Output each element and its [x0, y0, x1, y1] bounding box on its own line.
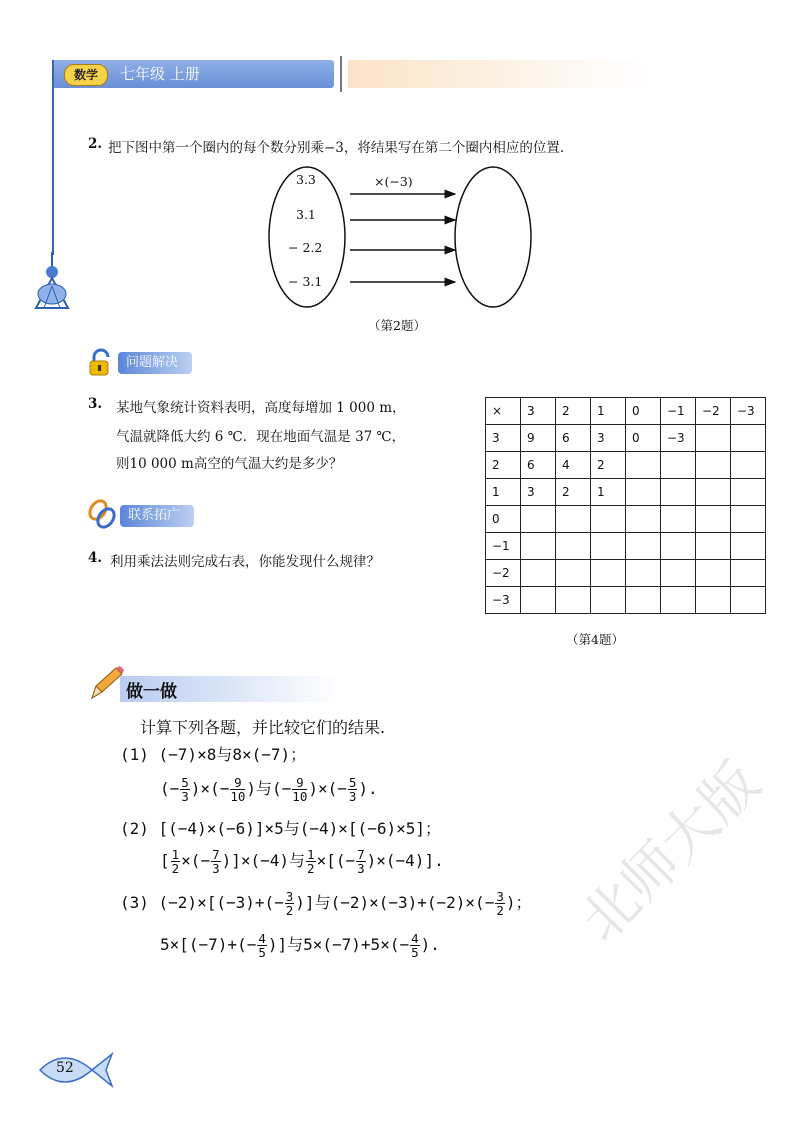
- table-cell: 0: [626, 398, 661, 425]
- doit-item-3b: 5×[(−7)+(− $\frac{4}{5}$ )]与5×(−7)+5×(− $\frac{4}{5}$ ).: [160, 931, 440, 960]
- table-cell: [521, 587, 556, 614]
- table-cell: [591, 533, 626, 560]
- q2-number: 2.: [88, 136, 103, 152]
- fraction: $\frac{3}{2}$: [496, 889, 504, 918]
- table-cell: [591, 560, 626, 587]
- table-cell: −3: [731, 398, 766, 425]
- tag-extension: 联系拓广: [120, 505, 194, 527]
- table-cell: −3: [661, 425, 696, 452]
- left-value-4: − 3.1: [288, 274, 323, 289]
- fraction: $\frac{4}{5}$: [411, 931, 419, 960]
- table-cell: [696, 560, 731, 587]
- table-cell: −1: [661, 398, 696, 425]
- tag-problem-solving: 问题解决: [118, 352, 192, 374]
- left-value-3: − 2.2: [288, 240, 323, 255]
- table-row: [486, 398, 766, 425]
- table-cell: 3: [591, 425, 626, 452]
- table-cell: [696, 452, 731, 479]
- lock-icon: [86, 348, 116, 378]
- table-cell: [696, 425, 731, 452]
- doit-intro: 计算下列各题，并比较它们的结果.: [140, 718, 386, 737]
- table-cell: 2: [486, 452, 521, 479]
- fraction: $\frac{9}{10}$: [230, 775, 246, 804]
- tower-icon: [22, 250, 82, 310]
- doit-item-2: (2) [(−4)×(−6)]×5与(−4)×[(−6)×5]；: [120, 819, 441, 838]
- table-cell: −2: [696, 398, 731, 425]
- fraction: $\frac{3}{2}$: [285, 889, 294, 918]
- watermark: 北师大版: [568, 750, 773, 955]
- table-cell: [661, 479, 696, 506]
- table-cell: [626, 452, 661, 479]
- table-cell: [661, 560, 696, 587]
- doit-title: 做一做: [126, 682, 177, 702]
- fraction: $\frac{1}{2}$: [171, 847, 180, 876]
- q2-caption: （第2题）: [368, 318, 426, 333]
- table-cell: 3: [486, 425, 521, 452]
- q4-number: 4.: [88, 550, 103, 566]
- q2-text: 把下图中第一个圈内的每个数分别乘−3，将结果写在第二个圈内相应的位置.: [108, 140, 565, 156]
- table-cell: [661, 533, 696, 560]
- table-cell: [626, 479, 661, 506]
- table-cell: 0: [626, 425, 661, 452]
- table-cell: [626, 587, 661, 614]
- table-cell: [626, 506, 661, 533]
- table-cell: [696, 479, 731, 506]
- table-cell: −2: [486, 560, 521, 587]
- fraction: $\frac{4}{5}$: [258, 931, 266, 960]
- table-cell: [521, 560, 556, 587]
- left-value-1: 3.3: [296, 172, 316, 187]
- table-row: [486, 452, 766, 479]
- table-cell: [661, 587, 696, 614]
- table-cell: 2: [591, 452, 626, 479]
- fraction: $\frac{5}{3}$: [181, 775, 189, 804]
- table-cell: [521, 533, 556, 560]
- page-number: 52: [56, 1060, 74, 1076]
- table-cell: 1: [591, 479, 626, 506]
- header-separator: [340, 56, 342, 92]
- table-cell: 0: [486, 506, 521, 533]
- table-cell: [556, 533, 591, 560]
- table-cell: [731, 479, 766, 506]
- table-cell: 2: [556, 398, 591, 425]
- table-cell: [661, 452, 696, 479]
- fish-page-icon: [36, 1040, 116, 1100]
- chain-icon: [86, 498, 118, 530]
- q4-text: 利用乘法法则完成右表，你能发现什么规律？: [110, 554, 380, 570]
- table-cell: [731, 533, 766, 560]
- table-cell: ×: [486, 398, 521, 425]
- table-cell: [556, 506, 591, 533]
- doit-item-2b: [ $\frac{1}{2}$ ×(− $\frac{7}{3}$ )]×(−4)与 $\frac{1}{2}$ ×[(− $\frac{7}{3}$ )×(−4)].: [160, 847, 444, 876]
- table-row: [486, 425, 766, 452]
- table-row: [486, 560, 766, 587]
- table-row: [486, 479, 766, 506]
- table-cell: 6: [556, 425, 591, 452]
- operation-label: ×(−3): [374, 174, 413, 189]
- table-cell: [626, 560, 661, 587]
- q3-line-1: 某地气象统计资料表明，高度每增加 1 000 m，: [116, 400, 406, 416]
- table-cell: [696, 533, 731, 560]
- table-cell: 6: [521, 452, 556, 479]
- fraction: $\frac{7}{3}$: [357, 847, 365, 876]
- table-cell: 3: [521, 479, 556, 506]
- table-cell: [731, 452, 766, 479]
- table-cell: 2: [556, 479, 591, 506]
- table-cell: [731, 425, 766, 452]
- table-row: [486, 587, 766, 614]
- fraction: $\frac{5}{3}$: [348, 775, 357, 804]
- table-cell: −1: [486, 533, 521, 560]
- table-cell: [626, 533, 661, 560]
- q4-caption: （第4题）: [566, 632, 624, 647]
- q3-line-3: 则10 000 m高空的气温大约是多少？: [116, 456, 343, 472]
- table-cell: 3: [521, 398, 556, 425]
- table-cell: [591, 506, 626, 533]
- table-cell: [556, 587, 591, 614]
- doit-item-1b: (− $\frac{5}{3}$ )×(− $\frac{9}{10}$ )与(− $\frac{9}{10}$ )×(− $\frac{5}{3}$ ).: [160, 775, 378, 804]
- table-cell: [696, 587, 731, 614]
- table-row: [486, 506, 766, 533]
- doit-item-3: (3) (−2)×[(−3)+(− $\frac{3}{2}$ )]与(−2)×(−3)+(−2)×(− $\frac{3}{2}$ )；: [120, 889, 532, 918]
- table-cell: [556, 560, 591, 587]
- table-cell: 1: [486, 479, 521, 506]
- margin-line: [52, 60, 54, 255]
- fraction: $\frac{9}{10}$: [292, 775, 308, 804]
- subject-badge: 数学: [64, 64, 108, 86]
- table-cell: [731, 560, 766, 587]
- doit-item-1: (1) (−7)×8与8×(−7)；: [120, 745, 307, 764]
- table-cell: [731, 506, 766, 533]
- table-cell: 1: [591, 398, 626, 425]
- q3-line-2: 气温就降低大约 6 ℃．现在地面气温是 37 ℃，: [116, 429, 406, 445]
- table-cell: −3: [486, 587, 521, 614]
- q3-number: 3.: [88, 396, 103, 412]
- fraction: $\frac{1}{2}$: [307, 847, 315, 876]
- left-value-2: 3.1: [296, 207, 316, 222]
- table-cell: [731, 587, 766, 614]
- table-row: [486, 533, 766, 560]
- book-title: 七年级 上册: [120, 65, 200, 83]
- header-fade: [348, 60, 648, 88]
- table-cell: [591, 587, 626, 614]
- table-cell: 4: [556, 452, 591, 479]
- fraction: $\frac{7}{3}$: [212, 847, 220, 876]
- multiplication-table: [485, 397, 766, 614]
- table-cell: [696, 506, 731, 533]
- table-cell: 9: [521, 425, 556, 452]
- table-cell: [521, 506, 556, 533]
- table-cell: [661, 506, 696, 533]
